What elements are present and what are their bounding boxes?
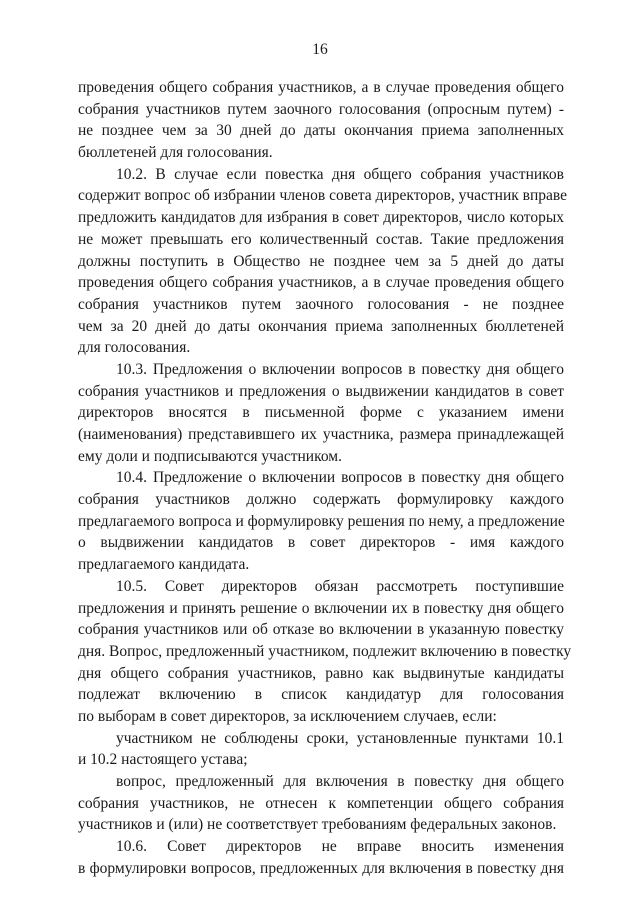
- text-line: 10.5. Совет директоров обязан рассмотреть поступившие: [116, 577, 564, 595]
- text-line: подлежат включению в список кандидатур для голосования: [78, 686, 564, 704]
- text-line: дня общего собрания участников, равно как выдвинутые кандидаты: [78, 664, 564, 682]
- text-line: не позднее чем за 30 дней до даты окончания приема заполненных: [78, 122, 564, 140]
- text-line: 10.3. Предложения о включении вопросов в повестку дня общего: [116, 360, 564, 378]
- text-line: собрания участников, не отнесен к компетенции общего собрания: [78, 794, 564, 812]
- text-line: (наименования) представившего их участника, размера принадлежащей: [78, 426, 564, 443]
- text-line: предлагаемого кандидата.: [78, 556, 250, 574]
- text-line: собрания участников путем заочного голосования (опросным путем) -: [78, 100, 564, 118]
- text-line: чем за 20 дней до даты окончания приема заполненных бюллетеней: [78, 317, 564, 335]
- text-line: не может превышать его количественный состав. Такие предложения: [78, 230, 564, 248]
- text-line: собрания участников путем заочного голосования - не позднее: [78, 295, 564, 313]
- text-line: собрания участников и предложения о выдвижении кандидатов в совет: [78, 382, 564, 400]
- text-line: вопрос, предложенный для включения в повестку дня общего: [116, 773, 564, 790]
- text-line: 10.2. В случае если повестка дня общего собрания участников: [116, 165, 564, 183]
- text-line: дня. Вопрос, предложенный участником, подлежит включению в повестку: [78, 642, 572, 660]
- text-line: ему доли и подписываются участником.: [78, 447, 342, 465]
- text-line: проведения общего собрания участников, а в случае проведения общего: [78, 274, 564, 292]
- text-line: участников и (или) не соответствует требованиям федеральных законов.: [78, 816, 557, 834]
- text-line: в формулировки вопросов, предложенных для включения в повестку дня: [78, 859, 564, 877]
- text-line: 10.4. Предложение о включении вопросов в повестку дня общего: [116, 469, 564, 487]
- text-line: предложения и принять решение о включении их в повестку дня общего: [78, 599, 564, 617]
- text-line: участником не соблюдены сроки, установленные пунктами 10.1: [116, 729, 564, 747]
- charter-text: [78, 77, 572, 879]
- text-line: бюллетеней для голосования.: [78, 144, 273, 162]
- text-line: содержит вопрос об избрании членов совета директоров, участник вправе: [78, 187, 568, 205]
- text-line: 10.6. Совет директоров не вправе вносить изменения: [116, 838, 564, 856]
- text-line: директоров вносятся в письменной форме с указанием имени: [78, 404, 564, 422]
- text-line: предложить кандидатов для избрания в совет директоров, число которых: [78, 209, 564, 227]
- text-line: о выдвижении кандидатов в совет директоров - имя каждого: [78, 534, 564, 552]
- text-line: по выборам в совет директоров, за исключением случаев, если:: [78, 707, 497, 725]
- text-line: проведения общего собрания участников, а в случае проведения общего: [78, 79, 564, 96]
- text-line: собрания участников или об отказе во включении в указанную повестку: [78, 621, 564, 639]
- page-number: 16: [312, 41, 328, 58]
- text-line: и 10.2 настоящего устава;: [78, 751, 248, 769]
- text-line: для голосования.: [78, 339, 191, 357]
- text-line: должны поступить в Общество не позднее чем за 5 дней до даты: [78, 252, 564, 270]
- text-line: собрания участников должно содержать формулировку каждого: [78, 491, 564, 509]
- text-line: предлагаемого вопроса и формулировку решения по нему, а предложение: [78, 512, 565, 530]
